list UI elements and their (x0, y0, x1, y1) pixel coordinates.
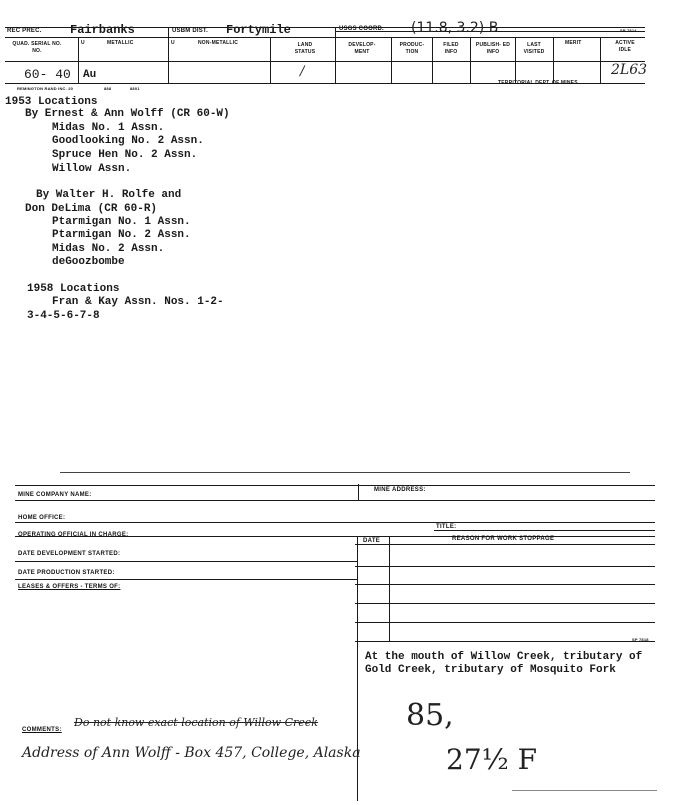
leases-offers-label: LEASES & OFFERS - TERMS OF: (18, 584, 121, 590)
note-line: deGoozbombe (52, 256, 125, 268)
note-line: Ptarmigan No. 2 Assn. (52, 229, 191, 241)
col-land-status: LAND STATUS (294, 42, 316, 55)
col-metallic: METALLIC (107, 40, 134, 46)
note-line: 3-4-5-6-7-8 (27, 310, 100, 322)
metallic-value: Au (83, 69, 97, 81)
comments-address: Address of Ann Wolff - Box 457, College, Alaska (22, 745, 361, 761)
handwritten-85: 85, (406, 698, 454, 733)
form-number-2: SP 7818 (632, 637, 649, 642)
col-active-idle: ACTIVE IDLE (615, 40, 635, 53)
col-merit: MERIT (565, 40, 582, 46)
date-development-label: DATE DEVELOPMENT STARTED: (18, 551, 121, 557)
printer-line: REMINGTON RAND INC. 20 (17, 86, 74, 91)
rec-prec-value: Fairbanks (70, 23, 135, 37)
col-development: DEVELOP- MENT (348, 42, 376, 55)
mine-company-name-label: MINE COMPANY NAME: (18, 492, 92, 498)
usgs-coord-label: USGS COORD. (339, 26, 384, 32)
note-line: Goodlooking No. 2 Assn. (52, 135, 204, 147)
col-u: U (81, 40, 85, 46)
note-line: Midas No. 1 Assn. (52, 122, 165, 134)
col-quad-serial: QUAD. SERIAL NO. NO. (12, 41, 62, 54)
active-idle-value: 2L63 (611, 62, 648, 78)
comments-label: COMMENTS: (22, 727, 62, 733)
note-line: By Walter H. Rolfe and (36, 189, 182, 201)
note-line: Ptarmigan No. 1 Assn. (52, 216, 191, 228)
form-number: SP 7814 (620, 28, 637, 33)
col-production: PRODUC- TION (399, 42, 425, 55)
note-line: Fran & Kay Assn. Nos. 1-2- (52, 296, 224, 308)
land-status-value: / (300, 64, 305, 79)
comments-struck: Do not know exact location of Willow Creek (74, 716, 318, 729)
operating-official-label: OPERATING OFFICIAL IN CHARGE: (18, 532, 129, 538)
home-office-label: HOME OFFICE: (18, 515, 66, 521)
note-line: Spruce Hen No. 2 Assn. (52, 149, 198, 161)
date-column-label: DATE (363, 538, 381, 544)
handwritten-27: 27½ F (446, 743, 538, 776)
col-published-info: PUBLISH- ED INFO (475, 42, 511, 55)
mine-address-label: MINE ADDRESS: (374, 487, 426, 493)
col-filed-info: FILED INFO (443, 42, 459, 55)
note-line: By Ernest & Ann Wolff (CR 60-W) (25, 108, 230, 120)
printer-code-b: 8801 (130, 86, 140, 91)
date-production-label: DATE PRODUCTION STARTED: (18, 570, 115, 576)
note-line: Willow Assn. (52, 163, 132, 175)
note-line: Midas No. 2 Assn. (52, 243, 165, 255)
title-label: TITLE: (436, 524, 457, 530)
quad-serial-value: 60- 40 (24, 67, 71, 82)
note-line: 1953 Locations (5, 96, 98, 108)
location-note: At the mouth of Willow Creek, tributary of Gold Creek, tributary of Mosquito Fork (365, 651, 643, 676)
usbm-dist-value: Fortymile (226, 23, 291, 37)
printer-code-a: 888 (104, 86, 112, 91)
note-line: 1958 Locations (27, 283, 120, 295)
usbm-dist-label: USBM DIST. (172, 28, 209, 34)
usgs-coord-value: (11.8, 3.2) B (411, 20, 499, 36)
col-last-visited: LAST VISITED (523, 42, 545, 55)
col-non-metallic: NON-METALLIC (198, 40, 239, 46)
col-u2: U (171, 40, 175, 46)
territorial-dept: TERRITORIAL DEPT. OF MINES (498, 80, 578, 86)
note-line: Don DeLima (CR 60-R) (25, 203, 158, 215)
reason-column-label: REASON FOR WORK STOPPAGE (452, 536, 555, 542)
rec-prec-label: REC PREC. (7, 28, 42, 34)
